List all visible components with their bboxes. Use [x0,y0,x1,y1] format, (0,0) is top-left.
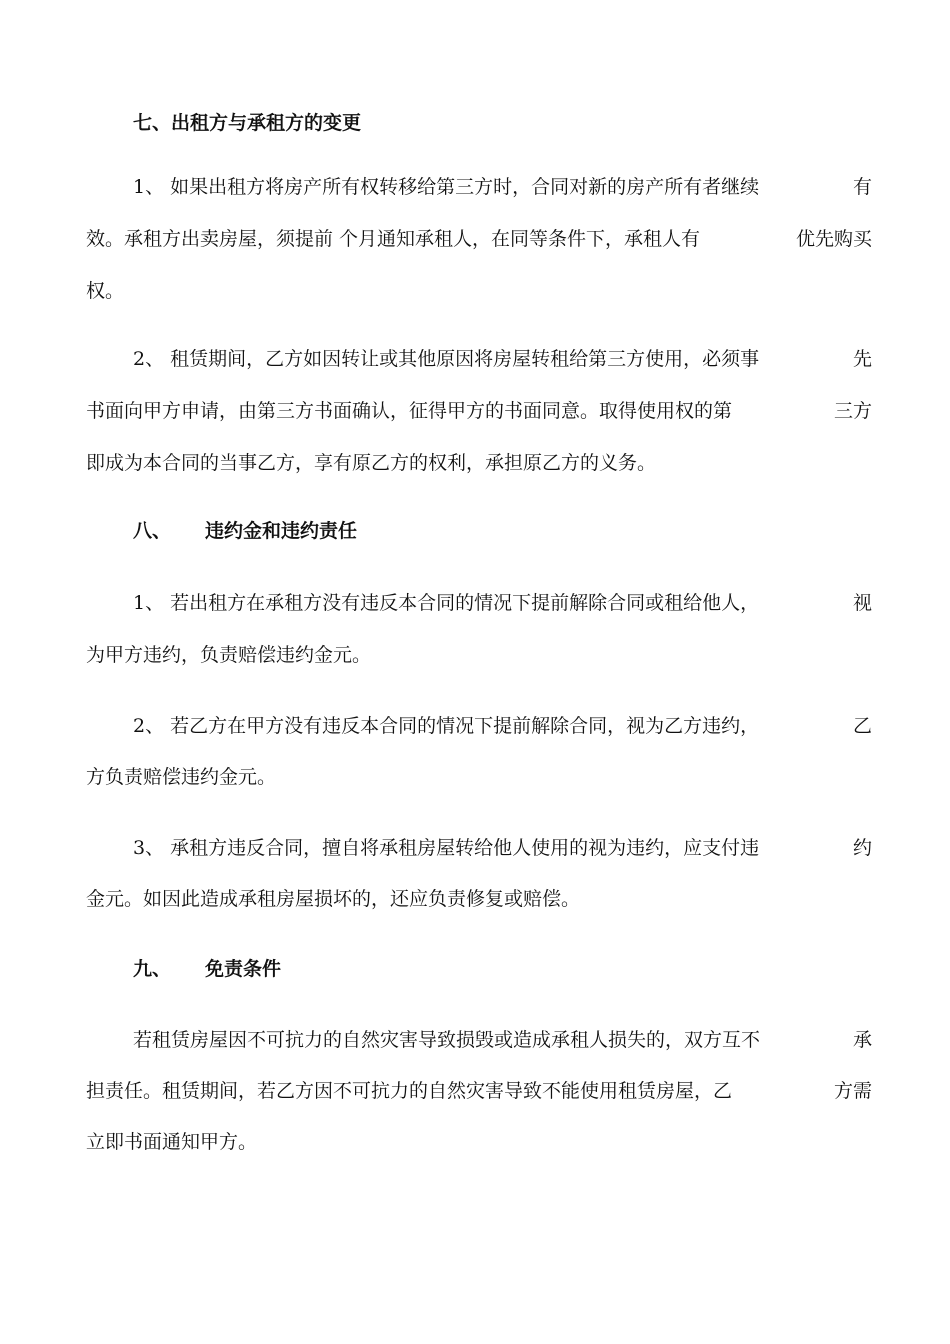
text-segment: 三方 [833,400,872,422]
section-9-heading [133,956,281,982]
section-8-heading [133,518,357,544]
text-segment: 2、 租赁期间，乙方如因转让或其他原因将房屋转租给第三方使用，必须事 [133,348,760,370]
section-8-para-1-line-1 [133,590,872,616]
text-segment: 担责任。租赁期间，若乙方因不可抗力的自然灾害导致不能使用租赁房屋，乙 [86,1080,733,1102]
text-segment: 书面向甲方申请，由第三方书面确认，征得甲方的书面同意。取得使用权的第 [86,400,733,422]
section-8-para-3-line-2: 金元。如因此造成承租房屋损坏的，还应负责修复或赔偿。 [86,888,581,910]
text-segment: 1、 若出租方在承租方没有违反本合同的情况下提前解除合同或租给他人， [133,592,760,614]
text-segment: 方需 [833,1080,872,1102]
section-7-para-2-line-1 [133,346,872,372]
text-segment: 先 [852,348,872,370]
text-segment: 视 [852,592,872,614]
section-7-para-2-line-2 [86,398,872,424]
section-8-para-2-line-2: 方负责赔偿违约金元。 [86,766,277,788]
text-segment: 承 [852,1029,872,1051]
section-7-heading: 七、出租方与承租方的变更 [133,112,362,134]
section-8-para-3-line-1 [133,835,872,861]
heading-number: 八、 [133,520,172,542]
section-7-para-1-line-2 [86,226,872,252]
section-7-para-2-line-3: 即成为本合同的当事乙方，享有原乙方的权利，承担原乙方的义务。 [86,452,657,474]
text-segment: 效。承租方出卖房屋，须提前 个月通知承租人，在同等条件下，承租人有 [86,228,701,250]
text-segment: 3、 承租方违反合同，擅自将承租房屋转给他人使用的视为违约，应支付违 [133,837,760,859]
section-8-para-2-line-1 [133,713,872,739]
section-8-para-1-line-2: 为甲方违约，负责赔偿违约金元。 [86,644,372,666]
text-segment: 有 [852,176,872,198]
section-7-para-1-line-3: 权。 [86,280,125,302]
text-segment: 1、 如果出租方将房产所有权转移给第三方时，合同对新的房产所有者继续 [133,176,760,198]
section-9-para-1-line-1 [133,1027,872,1053]
text-segment: 2、 若乙方在甲方没有违反本合同的情况下提前解除合同，视为乙方违约， [133,715,760,737]
text-segment: 约 [852,837,872,859]
heading-text: 违约金和违约责任 [205,520,358,542]
heading-number: 九、 [133,958,172,980]
text-segment: 优先购买 [795,228,872,250]
section-7-para-1-line-1 [133,174,872,200]
section-9-para-1-line-3: 立即书面通知甲方。 [86,1131,258,1153]
heading-text: 免责条件 [205,958,282,980]
text-segment: 乙 [852,715,872,737]
text-segment: 若租赁房屋因不可抗力的自然灾害导致损毁或造成承租人损失的，双方互不 [133,1029,761,1051]
section-9-para-1-line-2 [86,1078,872,1104]
